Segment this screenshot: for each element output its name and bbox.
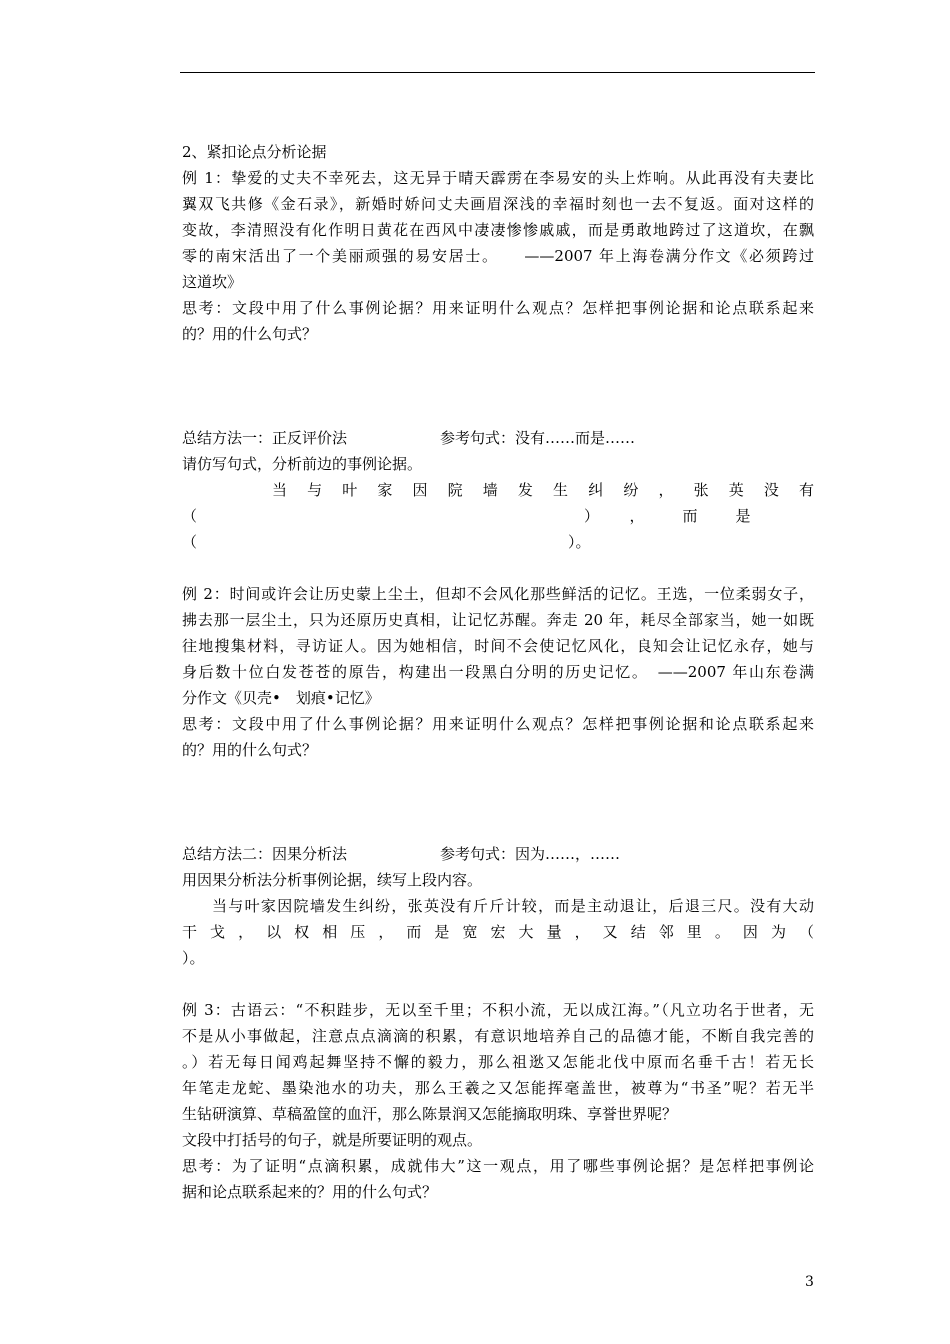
- blank-open: （: [182, 507, 198, 525]
- example3-line: 例 3：古语云：“不积跬步，无以至千里；不积小流，无以成江海。”（凡立功名于世者，无: [182, 1001, 814, 1019]
- header-rule: [180, 72, 815, 73]
- method2-paragraph: ）。: [182, 949, 205, 967]
- method1-heading: [182, 425, 814, 451]
- example2-think: 的？用的什么句式？: [182, 741, 318, 759]
- example2-think: 思考：文段中用了什么事例论据？用来证明什么观点？怎样把事例论据和论点联系起来: [182, 715, 814, 733]
- example2-line: 拂去那一层尘土，只为还原历史真相，让记忆苏醒。奔走 20 年，耗尽全部家当，她一如既: [182, 611, 814, 629]
- example2-line: 往地搜集材料，寻访证人。因为她相信，时间不会使记忆风化，良知会让记忆永存，她与: [182, 637, 814, 655]
- example3-think: 思考：为了证明“点滴积累，成就伟大”这一观点，用了哪些事例论据？是怎样把事例论: [182, 1157, 814, 1175]
- example1-line: 零的南宋活出了一个美丽顽强的易安居士。 ——2007 年上海卷满分作文《必须跨过: [182, 247, 814, 265]
- example1-think: 思考：文段中用了什么事例论据？用来证明什么观点？怎样把事例论据和论点联系起来: [182, 299, 814, 317]
- method1-instruction: 请仿写句式，分析前边的事例论据。: [182, 455, 423, 473]
- example3-line: 不是从小事做起，注意点点滴滴的积累，有意识地培养自己的品德才能，不断自我完善的: [182, 1027, 814, 1045]
- example3-line: 生钻研演算、草稿盈筐的血汗，那么陈景润又怎能摘取明珠、享誉世界呢？: [182, 1105, 678, 1123]
- method1-label: 总结方法一：正反评价法: [182, 429, 348, 447]
- example2-line: 身后数十位白发苍苍的原告，构建出一段黑白分明的历史记忆。 ——2007 年山东卷满: [182, 663, 814, 681]
- method1-fill-line: 当与叶家因院墙发生纠纷，张英没有: [272, 481, 814, 499]
- example1-line: 翼双飞共修《金石录》，新婚时娇问丈夫画眉深浅的幸福时刻也一去不复返。面对这样的: [182, 195, 814, 213]
- method2-heading: [182, 841, 814, 867]
- blank-open: （: [182, 533, 198, 551]
- example1-think: 的？用的什么句式？: [182, 325, 318, 343]
- page-number: 3: [805, 1274, 814, 1290]
- method2-ref: 参考句式：因为……，……: [440, 845, 621, 863]
- example3-note: 文段中打括号的句子，就是所要证明的观点。: [182, 1131, 483, 1149]
- method1-blank-line: [182, 503, 814, 529]
- example1-line: 这道坎》: [182, 273, 243, 291]
- section-title: 2、紧扣论点分析论据: [182, 143, 327, 161]
- method2-paragraph: 干戈，以权相压，而是宽宏大量，又结邻里。因为（: [182, 923, 814, 941]
- example2-line: 分作文《贝壳• 划痕•记忆》: [182, 689, 380, 707]
- example1-line: 例 1：挚爱的丈夫不幸死去，这无异于晴天霹雳在李易安的头上炸响。从此再没有夫妻比: [182, 169, 814, 187]
- method2-paragraph: 当与叶家因院墙发生纠纷，张英没有斤斤计较，而是主动退让，后退三尺。没有大动: [212, 897, 814, 915]
- example2-line: 例 2：时间或许会让历史蒙上尘土，但却不会风化那些鲜活的记忆。王选，一位柔弱女子，: [182, 585, 814, 603]
- example1-line: 变故，李清照没有化作明日黄花在西风中凄凄惨惨戚戚，而是勇敢地跨过了这道坎，在飘: [182, 221, 814, 239]
- blank-close: ），而是: [584, 507, 789, 525]
- document-body: [182, 139, 814, 1205]
- method1-ref: 参考句式：没有……而是……: [440, 429, 636, 447]
- method2-instruction: 用因果分析法分析事例论据，续写上段内容。: [182, 871, 483, 889]
- method2-label: 总结方法二：因果分析法: [182, 845, 348, 863]
- example3-think: 据和论点联系起来的？用的什么句式？: [182, 1183, 438, 1201]
- blank-close: ）。: [568, 533, 591, 551]
- method1-blank-line: [182, 529, 814, 555]
- example3-line: 年笔走龙蛇、墨染池水的功夫，那么王羲之又怎能挥毫盖世，被尊为“书圣”呢？若无半: [182, 1079, 814, 1097]
- example3-line: 。）若无每日闻鸡起舞坚持不懈的毅力，那么祖逖又怎能北伐中原而名垂千古！若无长: [182, 1053, 814, 1071]
